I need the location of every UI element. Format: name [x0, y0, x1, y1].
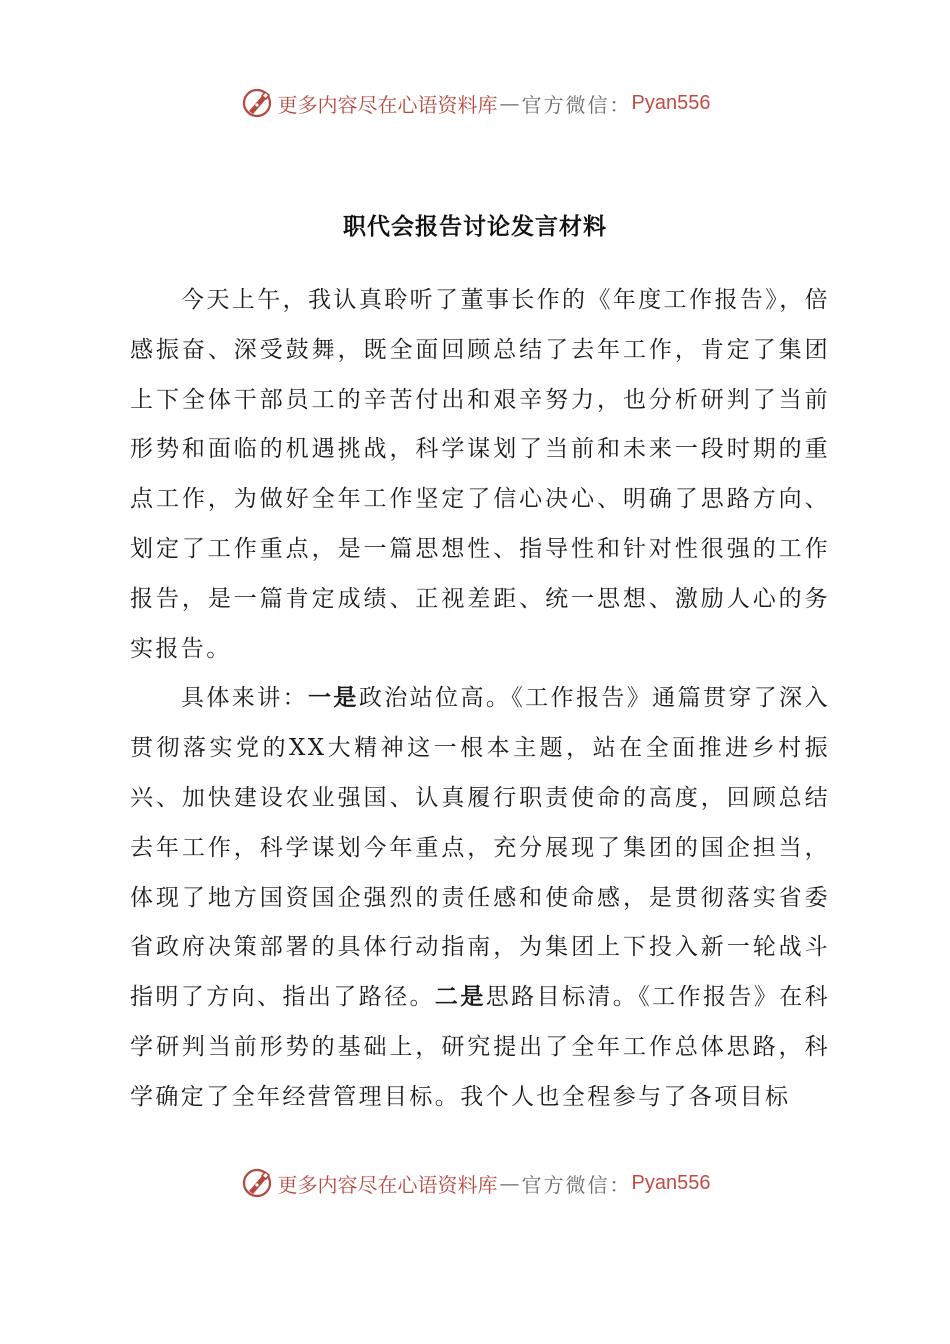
watermark-wechat-label: 官方微信：	[521, 1172, 632, 1197]
point-2-label: 二是	[434, 984, 486, 1011]
watermark-brand: 更多内容尽在心语资料库	[277, 1172, 498, 1197]
point-1-label: 一是	[308, 685, 359, 712]
document-title: 职代会报告讨论发言材料	[343, 214, 607, 240]
fountain-pen-logo-icon	[240, 86, 274, 120]
point-2-text: 思路目标清。《工作报告》在科学研判当前形势的基础上，研究提出了全年工作总体思路，科学确定了全年经营管理目标。我个人也全程参与了各项目标	[130, 984, 830, 1110]
paragraph-1: 今天上午，我认真聆听了董事长作的《年度工作报告》，倍感振奋、深受鼓舞，既全面回顾总结了去年工作，肯定了集团上下全体干部员工的辛苦付出和艰辛努力，也分析研判了当前形势和面临的机遇挑战，科学谋划了当前和未来一段时期的重点工作，为做好全年工作坚定了信心决心、明确了思路方向、划定了工作重点，是一篇思想性、指导性和针对性很强的工作报告，是一篇肯定成绩、正视差距、统一思想、激励人心的务实报告。	[130, 287, 830, 662]
watermark-separator: —	[499, 1171, 520, 1195]
fountain-pen-logo-icon	[240, 1166, 274, 1200]
point-1-text: 政治站位高。《工作报告》通篇贯穿了深入贯彻落实党的XX大精神这一根本主题，站在全面推进乡村振兴、加快建设农业强国、认真履行职责使命的高度，回顾总结去年工作，科学谋划今年重点，充分展现了集团的国企担当，体现了地方国资国企强烈的责任感和使命感，是贯彻落实省委省政府决策部署的具体行动指南，为集团上下投入新一轮战斗指明了方向、指出了路径。	[130, 685, 830, 1011]
paragraph-2-lead: 具体来讲：	[181, 685, 309, 712]
paragraph-2	[130, 674, 830, 1122]
watermark-separator: —	[499, 91, 520, 115]
watermark-brand: 更多内容尽在心语资料库	[277, 92, 498, 117]
document-body	[130, 276, 830, 1123]
watermark-wechat-id: Pyan556	[631, 1171, 711, 1194]
watermark-banner-top	[0, 83, 950, 123]
watermark-wechat-label: 官方微信：	[521, 92, 632, 117]
watermark-wechat-id: Pyan556	[631, 91, 711, 114]
watermark-banner-bottom	[0, 1163, 950, 1203]
